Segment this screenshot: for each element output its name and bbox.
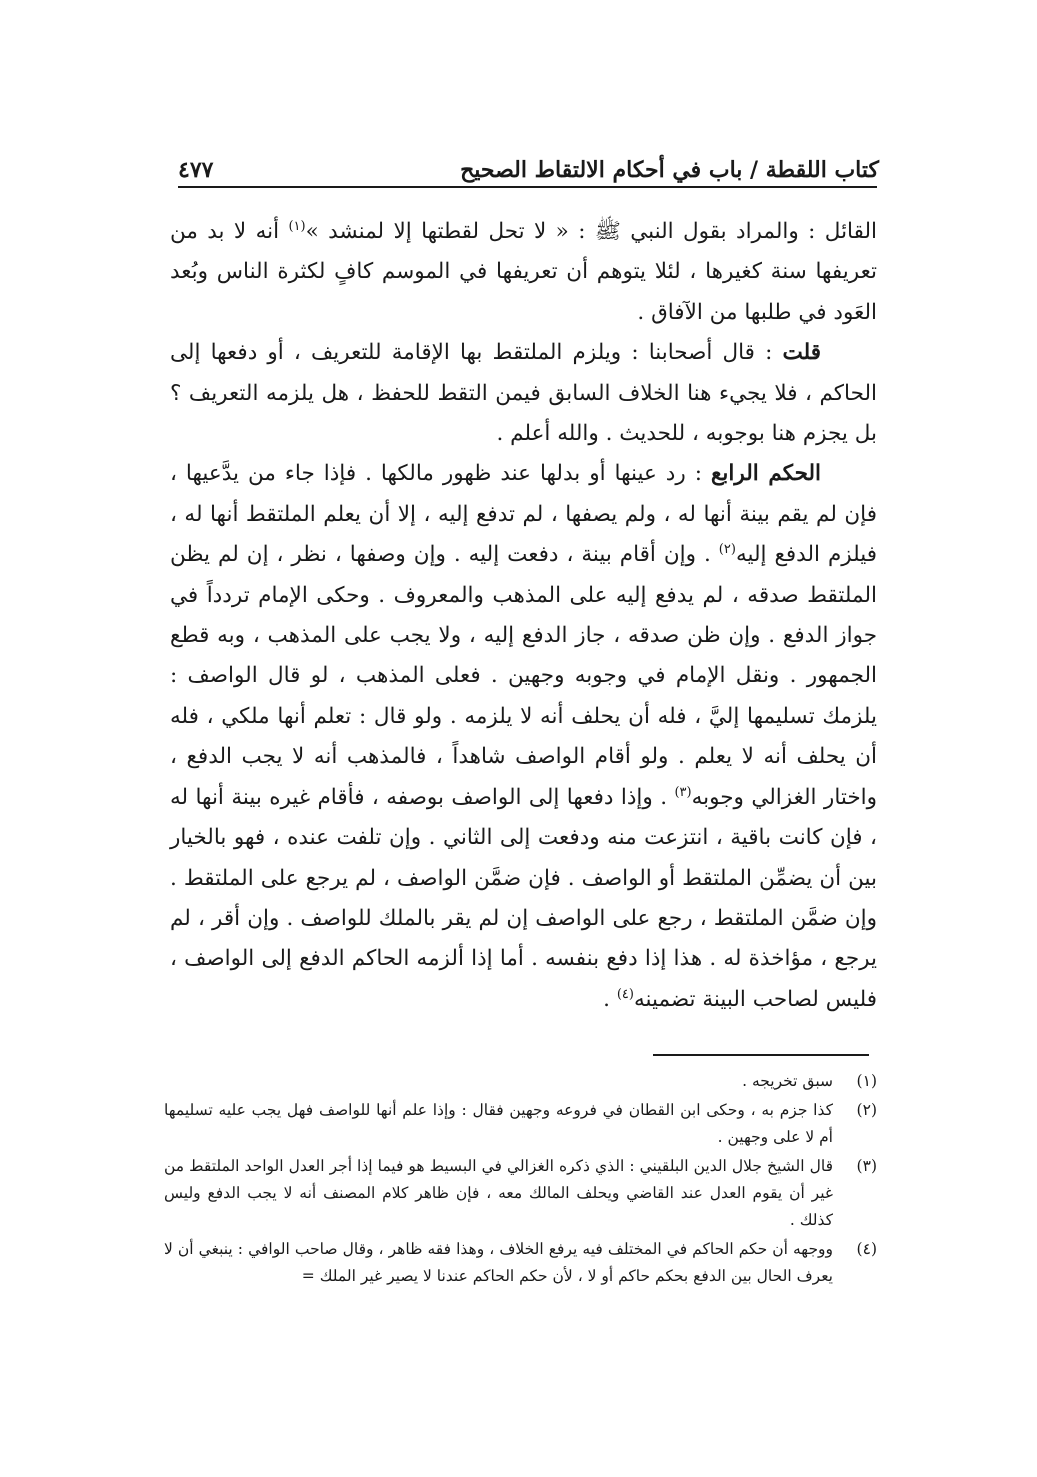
footnote-ref-1[interactable]: (١) — [288, 218, 306, 234]
paragraph-1-text-a: القائل : والمراد بقول النبي ﷺ : « لا تحل لقطتها إلا لمنشد » — [305, 219, 877, 244]
footnote-text: سبق تخريجه . — [742, 1072, 833, 1090]
paragraph-3-text-d: . — [603, 986, 617, 1012]
footnote-text: كذا جزم به ، وحكى ابن القطان في فروعه وجهين فقال : وإذا علم أنها للواصف فهل يجب عليه تسليمها أم لا على وجهين . — [164, 1101, 833, 1146]
running-header — [178, 143, 879, 183]
paragraph-3 — [170, 454, 877, 1020]
footnote-number: (٢) — [856, 1101, 877, 1119]
main-text — [170, 212, 877, 1020]
paragraph-3-lead: الحكم الرابع — [710, 461, 821, 487]
footnotes — [164, 1068, 877, 1292]
paragraph-2-lead: قلت — [782, 340, 821, 366]
paragraph-3-text-b: . وإن أقام بينة ، دفعت إليه . وإن وصفها ، نظر ، إن لم يظن الملتقط صدقه ، لم يدفع إليه على المذهب والمعروف . وحكى الإمام تردداً في جواز الدفع . وإن ظن صدقه ، جاز الدفع إليه ، ولا يجب على المذهب ، وبه قطع الجمهور . ونقل الإمام في وجوبه وجهين . فعلى المذهب ، لو قال الواصف : يلزمك تسليمها إليَّ ، فله أن يحلف أنه لا يلزمه . ولو قال : تعلم أنها ملكي ، فله أن يحلف أنه لا يعلم . ولو أقام الواصف شاهداً ، فالمذهب أنه لا يجب الدفع ، واختار الغزالي وجوبه — [170, 542, 878, 810]
paragraph-2 — [170, 333, 877, 454]
running-title: كتاب اللقطة / باب في أحكام الالتقاط الصحيح — [460, 157, 879, 183]
footnote-number: (٤) — [856, 1240, 877, 1258]
footnote-text: قال الشيخ جلال الدين البلقيني : الذي ذكره الغزالي في البسيط هو فيما إذا أجر العدل الواحد الملتقط من غير أن يقوم العدل عند القاضي ويحلف المالك معه ، فإن ظاهر كلام المصنف أنه لا يجب الدفع وليس كذلك . — [164, 1157, 833, 1229]
page-number: ٤٧٧ — [178, 157, 214, 183]
footnote-ref-4[interactable]: (٤) — [616, 986, 634, 1002]
footnote-ref-3[interactable]: (٣) — [674, 784, 692, 800]
footnote-ref-2[interactable]: (٢) — [718, 542, 736, 558]
paragraph-3-text-a: : رد عينها أو بدلها عند ظهور مالكها . فإذا جاء من يدَّعيها ، فإن لم يقم بينة أنها له ، ولم يصفها ، لم تدفع إليه ، إلا أن يعلم الملتقط أنها له ، فيلزم الدفع إليه — [170, 461, 877, 568]
paragraph-2-text: : قال أصحابنا : ويلزم الملتقط بها الإقامة للتعريف ، أو دفعها إلى الحاكم ، فلا يجيء هنا الخلاف السابق فيمن التقط للحفظ ، هل يلزمه التعريف ؟ بل يجزم هنا بوجوبه ، للحديث . والله أعلم . — [170, 340, 877, 447]
footnote-number: (٣) — [856, 1157, 877, 1175]
footnote-rule — [653, 1054, 869, 1056]
paragraph-1 — [170, 212, 877, 333]
footnote-3 — [164, 1153, 877, 1234]
paragraph-3-text-c: . وإذا دفعها إلى الواصف بوصفه ، فأقام غيره بينة أنها له ، فإن كانت باقية ، انتزعت منه ودفعت إلى الثاني . وإن تلفت عنده ، فهو بالخيار بين أن يضمِّن الملتقط أو الواصف . فإن ضمَّن الواصف ، لم يرجع على الملتقط . وإن ضمَّن الملتقط ، رجع على الواصف إن لم يقر بالملك للواصف . وإن أقر ، لم يرجع ، مؤاخذة له . هذا إذا دفع بنفسه . أما إذا ألزمه الحاكم الدفع إلى الواصف ، فليس لصاحب البينة تضمينه — [170, 784, 877, 1012]
footnote-number: (١) — [856, 1072, 877, 1090]
footnote-text: ووجهه أن حكم الحاكم في المختلف فيه يرفع الخلاف ، وهذا فقه ظاهر ، وقال صاحب الوافي : ينبغي أن لا يعرف الحال بين الدفع بحكم حاكم أو لا ، لأن حكم الحاكم عندنا لا يصير غير الملك = — [164, 1240, 833, 1285]
footnote-1 — [164, 1068, 877, 1095]
footnote-4 — [164, 1236, 877, 1290]
footnote-2 — [164, 1097, 877, 1151]
header-rule — [178, 186, 877, 188]
paragraph-1-text-b: أنه لا بد من تعريفها سنة كغيرها ، لئلا يتوهم أن تعريفها في الموسم كافٍ لكثرة الناس وبُعد العَود في طلبها من الآفاق . — [170, 219, 877, 325]
